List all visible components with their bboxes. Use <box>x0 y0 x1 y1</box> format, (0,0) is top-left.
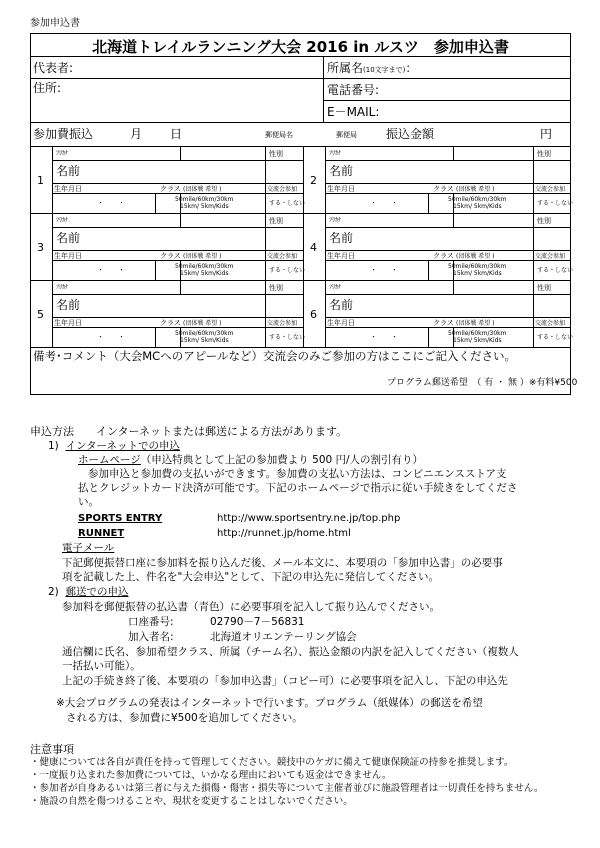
program-note-2: される方は、参加費に¥500を追加してください。 <box>66 712 303 724</box>
class-options-2[interactable]: 15km/ 5km/Kids <box>453 337 502 344</box>
exchange-attend-option[interactable]: する・しない <box>537 200 574 207</box>
birthdate-dots[interactable]: ・ ・ <box>97 266 125 274</box>
birthdate-dots[interactable]: ・ ・ <box>97 333 125 341</box>
class-options-1[interactable]: 50mile/60km/30km <box>448 263 507 270</box>
name-label[interactable]: 名前 <box>329 231 354 245</box>
participant-number: 2 <box>310 174 317 187</box>
class-options-2[interactable]: 15km/ 5km/Kids <box>453 270 502 277</box>
exchange-attend-option[interactable]: する・しない <box>269 267 306 274</box>
homepage-text-2: 払とクレジットカード決済が可能です。下記のホームページで指示に従い手続きをしてくださ <box>78 482 518 494</box>
note-item-4: ・施設の自然を傷つけることや、現状を変更することはしないでください。 <box>30 796 353 807</box>
affiliation-note: (10文字まで) <box>363 66 406 74</box>
rep-field[interactable]: 代表者: <box>33 61 74 75</box>
gender-label[interactable]: 性別 <box>269 284 283 292</box>
internet-title: インターネットでの申込 <box>65 440 181 452</box>
class-options-2[interactable]: 15km/ 5km/Kids <box>180 203 229 210</box>
birthdate-dots[interactable]: ・ ・ <box>97 199 125 207</box>
holder-label: 加入者名: <box>128 631 174 643</box>
program-request[interactable]: プログラム郵送希望 （ 有 ・ 無 ）※有料¥500 <box>387 378 578 388</box>
exchange-attend-option[interactable]: する・しない <box>537 267 574 274</box>
notes-heading: 注意事項 <box>30 743 74 756</box>
account-number: 02790－7－56831 <box>210 616 305 628</box>
participant-number: 1 <box>37 174 44 187</box>
team-note: (団体戦 希望 ) <box>183 253 222 260</box>
program-note-1: ※大会プログラムの発表はインターネットで行います。プログラム（紙媒体）の郵送を希望 <box>56 697 483 709</box>
mail-text-1: 参加料を郵便振替の払込書（青色）に必要事項を記入して振り込んでください。 <box>62 601 440 613</box>
class-label <box>433 319 495 327</box>
method-heading-desc: インターネットまたは郵送による方法があります。 <box>96 425 348 438</box>
name-label[interactable]: 名前 <box>329 164 354 178</box>
class-label <box>433 185 495 193</box>
team-note: (団体戦 希望 ) <box>456 186 495 193</box>
method-heading-label: 申込方法 <box>30 425 74 438</box>
homepage-desc: （申込特典として上記の参加費より 500 円/人の割引有り） <box>140 454 424 466</box>
method-heading <box>30 425 347 438</box>
gender-label[interactable]: 性別 <box>537 217 551 225</box>
furigana-label[interactable]: ﾌﾘｶﾅ <box>329 217 342 224</box>
header-label: 参加申込書 <box>30 18 80 29</box>
name-label[interactable]: 名前 <box>56 164 81 178</box>
class-label <box>160 319 222 327</box>
exchange-label: 交流会参加 <box>535 253 566 260</box>
team-note: (団体戦 希望 ) <box>183 320 222 327</box>
birthdate-dots[interactable]: ・ ・ <box>370 266 398 274</box>
exchange-attend-option[interactable]: する・しない <box>269 200 306 207</box>
birthdate-dots[interactable]: ・ ・ <box>370 333 398 341</box>
gender-label[interactable]: 性別 <box>269 150 283 158</box>
class-text: クラス <box>433 185 454 193</box>
name-label[interactable]: 名前 <box>56 231 81 245</box>
affiliation-field[interactable] <box>327 62 417 75</box>
exchange-attend-option[interactable]: する・しない <box>537 334 574 341</box>
remarks-label[interactable]: 備考･コメント（大会MCへのアピールなど）交流会のみご参加の方はここにご記入ください。 <box>33 349 517 363</box>
birthdate-label: 生年月日 <box>54 252 82 260</box>
fee-label: 参加費振込 <box>33 127 94 141</box>
furigana-label[interactable]: ﾌﾘｶﾅ <box>56 217 69 224</box>
post-office-name-label: 郵便局名 <box>265 131 293 139</box>
mail-text-3: 一括払い可能）。 <box>62 660 141 672</box>
gender-label[interactable]: 性別 <box>537 150 551 158</box>
holder-name: 北海道オリエンテーリング協会 <box>210 631 357 643</box>
exchange-label: 交流会参加 <box>535 320 566 327</box>
mail-section-title <box>48 586 128 599</box>
phone-field[interactable]: 電話番号: <box>327 83 380 97</box>
post-office-label: 郵便局 <box>336 131 357 139</box>
runnet-link[interactable]: RUNNET <box>78 528 125 539</box>
class-options-2[interactable]: 15km/ 5km/Kids <box>180 270 229 277</box>
birthdate-label: 生年月日 <box>54 319 82 327</box>
name-label[interactable]: 名前 <box>329 298 354 312</box>
furigana-label[interactable]: ﾌﾘｶﾅ <box>329 284 342 291</box>
note-item-3: ・参加者が自身あるいは第三者に与えた損傷・傷害・損失等について主催者並びに施設管理者は一切責任を持ちません。 <box>30 783 544 794</box>
internet-number: 1) <box>48 440 59 452</box>
sports-entry-url[interactable]: http://www.sportsentry.ne.jp/top.php <box>217 513 401 524</box>
participant-number: 6 <box>310 308 317 321</box>
mail-number: 2) <box>48 586 59 598</box>
class-text: クラス <box>160 252 181 260</box>
homepage-text-1: 参加申込と参加費の支払いができます。参加費の支払い方法は、コンビニエンスストア支 <box>88 468 507 480</box>
sports-entry-link[interactable]: SPORTS ENTRY <box>78 513 163 524</box>
account-label: 口座番号: <box>128 616 174 628</box>
homepage-title: ホームページ <box>78 454 141 466</box>
exchange-attend-option[interactable]: する・しない <box>269 334 306 341</box>
runnet-url[interactable]: http://runnet.jp/home.html <box>217 528 351 539</box>
exchange-label: 交流会参加 <box>267 253 298 260</box>
participant-number: 5 <box>37 308 44 321</box>
form-title: 北海道トレイルランニング大会 2016 in ルスツ 参加申込書 <box>92 38 509 56</box>
birthdate-label: 生年月日 <box>327 185 355 193</box>
gender-label[interactable]: 性別 <box>537 284 551 292</box>
class-options-1[interactable]: 50mile/60km/30km <box>448 330 507 337</box>
class-options-2[interactable]: 15km/ 5km/Kids <box>180 337 229 344</box>
team-note: (団体戦 希望 ) <box>456 320 495 327</box>
participant-number: 4 <box>310 241 317 254</box>
email-field[interactable]: E－MAIL: <box>327 105 380 119</box>
birthdate-label: 生年月日 <box>54 185 82 193</box>
class-options-1[interactable]: 50mile/60km/30km <box>175 196 234 203</box>
class-text: クラス <box>160 185 181 193</box>
affiliation-colon: ： <box>405 61 418 75</box>
class-text: クラス <box>160 319 181 327</box>
fee-day: 日 <box>170 127 183 141</box>
team-note: (団体戦 希望 ) <box>183 186 222 193</box>
exchange-label: 交流会参加 <box>267 186 298 193</box>
mail-text-2: 通信欄に氏名、参加希望クラス、所属（チーム名）、振込金額の内訳を記入してください（複数人 <box>62 646 519 658</box>
internet-section-title <box>48 440 180 453</box>
class-options-1[interactable]: 50mile/60km/30km <box>175 263 234 270</box>
note-item-2: ・一度振り込まれた参加費については、いかなる理由においても返金はできません。 <box>30 770 392 781</box>
class-options-1[interactable]: 50mile/60km/30km <box>175 330 234 337</box>
fee-month: 月 <box>130 127 143 141</box>
email-method-text-2: 項を記載した上、件名を"大会申込"として、下記の申込先に発信してください。 <box>62 571 439 583</box>
yen-label: 円 <box>540 127 553 141</box>
name-label[interactable]: 名前 <box>56 298 81 312</box>
mail-text-4: 上記の手続き終了後、本要項の「参加申込書」（コピー可）に必要事項を記入し、下記の申込先 <box>62 675 508 687</box>
note-item-1: ・健康については各自が責任を持って管理してください。競技中のケガに備えて健康保険証の持参を推奨します。 <box>30 757 514 768</box>
birthdate-label: 生年月日 <box>327 319 355 327</box>
exchange-label: 交流会参加 <box>535 186 566 193</box>
mail-title: 郵送での申込 <box>65 586 129 598</box>
class-text: クラス <box>433 252 454 260</box>
transfer-amount-label: 振込金額 <box>386 127 435 141</box>
class-label <box>433 252 495 260</box>
address-field[interactable]: 住所: <box>33 81 62 95</box>
birthdate-label: 生年月日 <box>327 252 355 260</box>
class-options-1[interactable]: 50mile/60km/30km <box>448 196 507 203</box>
furigana-label[interactable]: ﾌﾘｶﾅ <box>329 150 342 157</box>
gender-label[interactable]: 性別 <box>269 217 283 225</box>
email-method-title: 電子メール <box>62 542 115 554</box>
class-label <box>160 252 222 260</box>
affiliation-label: 所属名 <box>327 61 364 75</box>
birthdate-dots[interactable]: ・ ・ <box>370 199 398 207</box>
participant-number: 3 <box>37 241 44 254</box>
class-text: クラス <box>433 319 454 327</box>
email-method-text-1: 下記郵便振替口座に参加料を振り込んだ後、メール本文に、本要項の「参加申込書」の必要事 <box>62 557 503 569</box>
class-options-2[interactable]: 15km/ 5km/Kids <box>453 203 502 210</box>
furigana-label[interactable]: ﾌﾘｶﾅ <box>56 150 69 157</box>
class-label <box>160 185 222 193</box>
homepage-text-3: い。 <box>78 496 99 508</box>
team-note: (団体戦 希望 ) <box>456 253 495 260</box>
exchange-label: 交流会参加 <box>267 320 298 327</box>
homepage-line <box>78 454 423 467</box>
furigana-label[interactable]: ﾌﾘｶﾅ <box>56 284 69 291</box>
